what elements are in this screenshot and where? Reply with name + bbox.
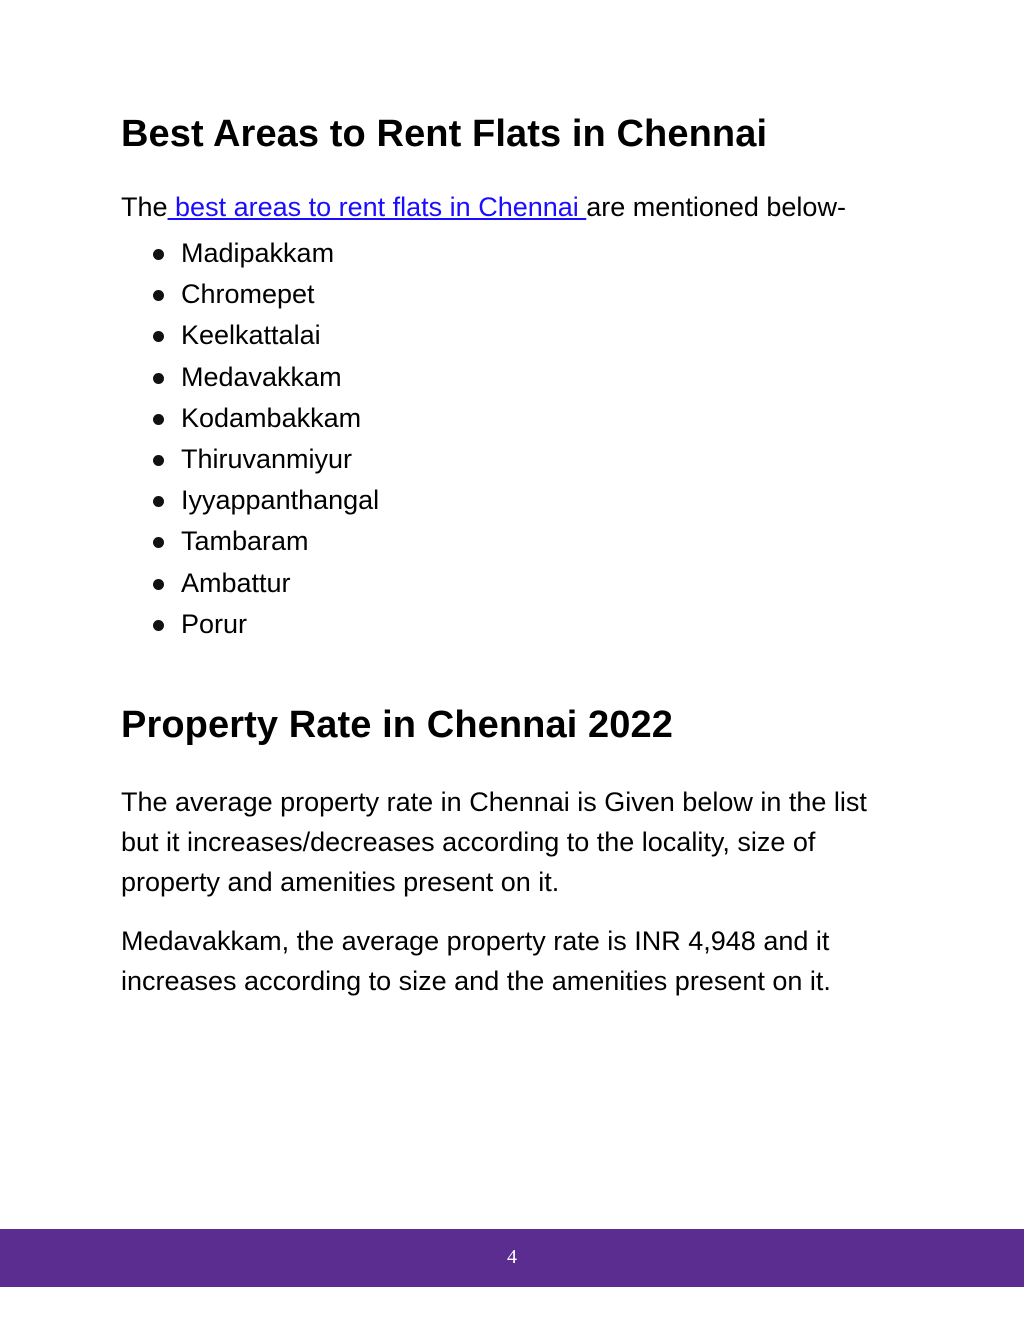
property-rate-paragraph: The average property rate in Chennai is Given below in the list but it increases/decreases according to the locality, size of property and amenities present on it. xyxy=(121,787,867,898)
list-item xyxy=(121,274,911,315)
page-content xyxy=(121,110,911,1001)
list-item xyxy=(121,315,911,356)
medavakkam-rate-paragraph: Medavakkam, the average property rate is INR 4,948 and it increases according to size and the amenities present on it. xyxy=(121,926,831,997)
bullet-icon xyxy=(153,331,164,342)
list-item-label: Tambaram xyxy=(181,526,309,557)
bullet-icon xyxy=(153,373,164,384)
list-item xyxy=(121,439,911,480)
page-footer xyxy=(0,1229,1024,1287)
list-item-label: Keelkattalai xyxy=(181,320,321,351)
bullet-icon xyxy=(153,414,164,425)
bullet-icon xyxy=(153,290,164,301)
list-item xyxy=(121,357,911,398)
bullet-icon xyxy=(153,620,164,631)
list-item-label: Ambattur xyxy=(181,567,291,598)
list-item-label: Porur xyxy=(181,608,248,639)
list-item xyxy=(121,563,911,604)
areas-list xyxy=(121,233,911,645)
list-item xyxy=(121,480,911,521)
bullet-icon xyxy=(153,455,164,466)
list-item-label: Iyyappanthangal xyxy=(181,485,380,516)
bullet-icon xyxy=(153,537,164,548)
bullet-icon xyxy=(153,496,164,507)
page-number: 4 xyxy=(507,1246,517,1268)
list-item-label: Chromepet xyxy=(181,279,315,310)
list-item-label: Madipakkam xyxy=(181,238,335,268)
intro-text-after: are mentioned below- xyxy=(586,192,846,222)
list-item xyxy=(121,398,911,439)
intro-text-before: The xyxy=(121,192,168,222)
intro-paragraph xyxy=(121,187,911,227)
bullet-icon xyxy=(153,249,164,260)
list-item xyxy=(121,521,911,562)
section-heading-property-rate: Property Rate in Chennai 2022 xyxy=(121,704,673,747)
list-item xyxy=(121,233,911,274)
bullet-icon xyxy=(153,579,164,590)
section-heading-best-areas: Best Areas to Rent Flats in Chennai xyxy=(121,113,768,155)
list-item-label: Thiruvanmiyur xyxy=(181,444,353,475)
list-item xyxy=(121,604,911,645)
list-item-label: Medavakkam xyxy=(181,361,342,392)
list-item-label: Kodambakkam xyxy=(181,402,362,433)
best-areas-link[interactable]: best areas to rent flats in Chennai xyxy=(167,192,587,222)
